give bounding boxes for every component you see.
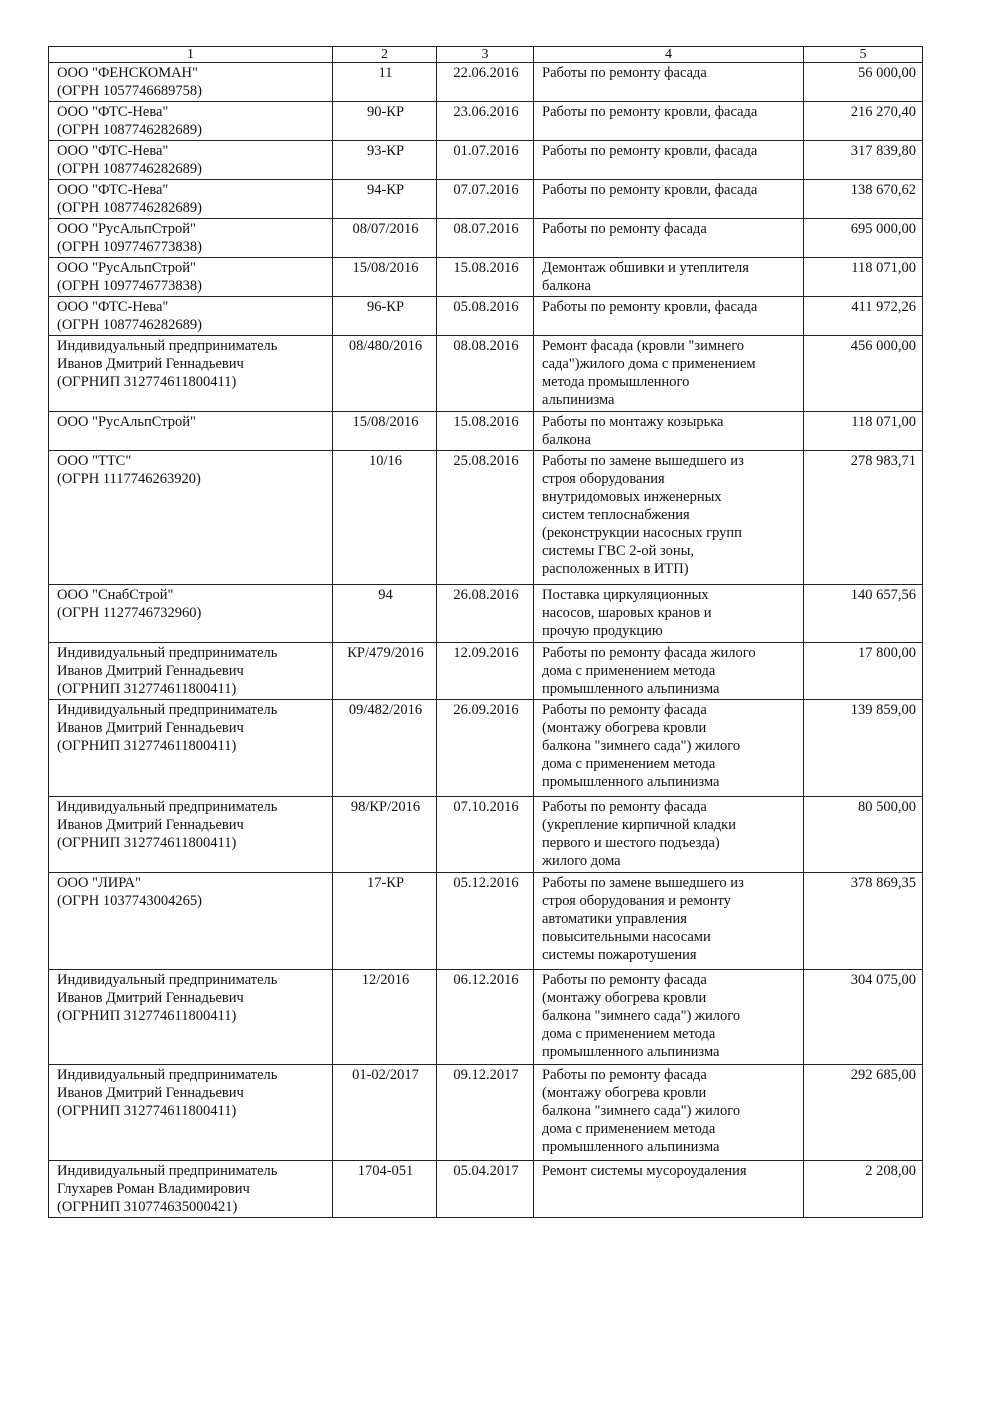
- contractor-line: Индивидуальный предприниматель: [57, 645, 278, 661]
- work-description-cell: [534, 258, 804, 297]
- contract-date-cell: 06.12.2016: [437, 970, 534, 1065]
- description-line: повысительными насосами: [542, 929, 711, 945]
- table-row: [49, 336, 923, 412]
- contract-number-cell: 94: [333, 585, 437, 643]
- description-line: дома с применением метода: [542, 1026, 716, 1042]
- description-line: (реконструкции насосных групп: [542, 525, 742, 541]
- work-description-cell: [534, 180, 804, 219]
- contractor-line: (ОГРНИП 312774611800411): [57, 738, 237, 754]
- work-description-cell: [534, 297, 804, 336]
- contractor-line: (ОГРНИП 312774611800411): [57, 1008, 237, 1024]
- contract-date-cell: 26.08.2016: [437, 585, 534, 643]
- contract-number-cell: 11: [333, 63, 437, 102]
- contractor-cell: [49, 102, 333, 141]
- contractor-line: Глухарев Роман Владимирович: [57, 1181, 250, 1197]
- contract-number-cell: 93-КР: [333, 141, 437, 180]
- description-line: Работы по ремонту фасада: [542, 221, 707, 237]
- contractor-cell: [49, 297, 333, 336]
- description-line: дома с применением метода: [542, 663, 716, 679]
- table-row: [49, 180, 923, 219]
- header-cell: 5: [804, 47, 923, 63]
- description-line: расположенных в ИТП): [542, 561, 689, 577]
- amount-cell: 118 071,00: [804, 412, 923, 451]
- contractor-line: (ОГРНИП 312774611800411): [57, 374, 237, 390]
- amount-cell: 317 839,80: [804, 141, 923, 180]
- contractor-line: ООО "ЛИРА": [57, 875, 141, 891]
- header-cell: 1: [49, 47, 333, 63]
- description-line: промышленного альпинизма: [542, 1044, 720, 1060]
- amount-cell: 292 685,00: [804, 1065, 923, 1161]
- contract-date-cell: 25.08.2016: [437, 451, 534, 585]
- contract-date-cell: 05.08.2016: [437, 297, 534, 336]
- table-row: [49, 585, 923, 643]
- description-line: строя оборудования: [542, 471, 665, 487]
- work-description-cell: [534, 102, 804, 141]
- contractor-cell: [49, 219, 333, 258]
- contractor-line: (ОГРНИП 312774611800411): [57, 835, 237, 851]
- contractor-line: ООО "ФТС-Нева": [57, 104, 169, 120]
- contractor-line: Индивидуальный предприниматель: [57, 799, 278, 815]
- description-line: Работы по ремонту фасада жилого: [542, 645, 756, 661]
- work-description-cell: [534, 873, 804, 970]
- contractor-line: ООО "ТТС": [57, 453, 132, 469]
- contractor-line: Индивидуальный предприниматель: [57, 338, 278, 354]
- table-row: [49, 970, 923, 1065]
- table-row: [49, 1065, 923, 1161]
- contractor-line: (ОГРН 1087746282689): [57, 122, 202, 138]
- contracts-table: [48, 46, 923, 1218]
- contractor-line: ООО "РусАльпСтрой": [57, 221, 196, 237]
- description-line: Работы по ремонту кровли, фасада: [542, 182, 758, 198]
- contractor-cell: [49, 63, 333, 102]
- contractor-cell: [49, 412, 333, 451]
- contractor-line: Иванов Дмитрий Геннадьевич: [57, 990, 244, 1006]
- table-row: [49, 412, 923, 451]
- contractor-line: (ОГРНИП 312774611800411): [57, 681, 237, 697]
- description-line: балкона: [542, 278, 591, 294]
- work-description-cell: [534, 63, 804, 102]
- contractor-line: (ОГРНИП 310774635000421): [57, 1199, 238, 1215]
- amount-cell: 17 800,00: [804, 643, 923, 700]
- description-line: сада")жилого дома с применением: [542, 356, 756, 372]
- contractor-line: Иванов Дмитрий Геннадьевич: [57, 356, 244, 372]
- work-description-cell: [534, 1161, 804, 1218]
- contractor-line: Иванов Дмитрий Геннадьевич: [57, 817, 244, 833]
- contract-number-cell: КР/479/2016: [333, 643, 437, 700]
- table-row: [49, 797, 923, 873]
- table-row: [49, 102, 923, 141]
- contract-date-cell: 23.06.2016: [437, 102, 534, 141]
- description-line: (монтажу обогрева кровли: [542, 1085, 707, 1101]
- contract-number-cell: 08/480/2016: [333, 336, 437, 412]
- contract-number-cell: 98/КР/2016: [333, 797, 437, 873]
- work-description-cell: [534, 797, 804, 873]
- header-cell: 3: [437, 47, 534, 63]
- contract-number-cell: 15/08/2016: [333, 258, 437, 297]
- header-cell: 4: [534, 47, 804, 63]
- description-line: автоматики управления: [542, 911, 687, 927]
- contract-number-cell: 08/07/2016: [333, 219, 437, 258]
- contractor-line: (ОГРНИП 312774611800411): [57, 1103, 237, 1119]
- amount-cell: 278 983,71: [804, 451, 923, 585]
- table-body: [49, 63, 923, 1218]
- description-line: промышленного альпинизма: [542, 774, 720, 790]
- contractor-line: (ОГРН 1117746263920): [57, 471, 201, 487]
- contract-date-cell: 15.08.2016: [437, 412, 534, 451]
- contractor-line: (ОГРН 1037743004265): [57, 893, 202, 909]
- contract-number-cell: 1704-051: [333, 1161, 437, 1218]
- table-row: [49, 297, 923, 336]
- contract-number-cell: 12/2016: [333, 970, 437, 1065]
- description-line: прочую продукцию: [542, 623, 663, 639]
- description-line: (укрепление кирпичной кладки: [542, 817, 736, 833]
- work-description-cell: [534, 970, 804, 1065]
- amount-cell: 695 000,00: [804, 219, 923, 258]
- amount-cell: 140 657,56: [804, 585, 923, 643]
- contractor-cell: [49, 700, 333, 797]
- contractor-cell: [49, 873, 333, 970]
- contract-date-cell: 22.06.2016: [437, 63, 534, 102]
- work-description-cell: [534, 219, 804, 258]
- contract-number-cell: 09/482/2016: [333, 700, 437, 797]
- work-description-cell: [534, 1065, 804, 1161]
- description-line: Ремонт фасада (кровли "зимнего: [542, 338, 745, 354]
- description-line: Работы по ремонту фасада: [542, 1067, 707, 1083]
- description-line: (монтажу обогрева кровли: [542, 720, 707, 736]
- description-line: Работы по монтажу козырька: [542, 414, 724, 430]
- contractor-line: ООО "СнабСтрой": [57, 587, 174, 603]
- description-line: (монтажу обогрева кровли: [542, 990, 707, 1006]
- description-line: балкона "зимнего сада") жилого: [542, 1103, 741, 1119]
- table-row: [49, 141, 923, 180]
- description-line: насосов, шаровых кранов и: [542, 605, 712, 621]
- description-line: Работы по ремонту фасада: [542, 65, 707, 81]
- description-line: Ремонт системы мусороудаления: [542, 1163, 747, 1179]
- contractor-cell: [49, 141, 333, 180]
- contractor-line: (ОГРН 1087746282689): [57, 161, 202, 177]
- contractor-line: Индивидуальный предприниматель: [57, 1067, 278, 1083]
- contract-date-cell: 05.04.2017: [437, 1161, 534, 1218]
- contractor-line: Иванов Дмитрий Геннадьевич: [57, 720, 244, 736]
- amount-cell: 56 000,00: [804, 63, 923, 102]
- description-line: системы ГВС 2-ой зоны,: [542, 543, 695, 559]
- work-description-cell: [534, 700, 804, 797]
- contract-date-cell: 15.08.2016: [437, 258, 534, 297]
- contractor-line: ООО "ФЕНСКОМАН": [57, 65, 198, 81]
- work-description-cell: [534, 451, 804, 585]
- description-line: первого и шестого подъезда): [542, 835, 720, 851]
- description-line: дома с применением метода: [542, 1121, 716, 1137]
- description-line: Работы по замене вышедшего из: [542, 453, 744, 469]
- contractor-cell: [49, 258, 333, 297]
- table-row: [49, 873, 923, 970]
- amount-cell: 216 270,40: [804, 102, 923, 141]
- table-row: [49, 63, 923, 102]
- contractor-cell: [49, 797, 333, 873]
- description-line: Работы по ремонту фасада: [542, 972, 707, 988]
- contractor-line: Индивидуальный предприниматель: [57, 1163, 278, 1179]
- description-line: метода промышленного: [542, 374, 690, 390]
- contract-date-cell: 05.12.2016: [437, 873, 534, 970]
- contractor-cell: [49, 1161, 333, 1218]
- description-line: системы пожаротушения: [542, 947, 697, 963]
- description-line: промышленного альпинизма: [542, 1139, 720, 1155]
- description-line: Работы по ремонту кровли, фасада: [542, 104, 758, 120]
- table-row: [49, 451, 923, 585]
- description-line: альпинизма: [542, 392, 615, 408]
- description-line: Работы по ремонту фасада: [542, 799, 707, 815]
- contract-number-cell: 15/08/2016: [333, 412, 437, 451]
- work-description-cell: [534, 643, 804, 700]
- contractor-line: Иванов Дмитрий Геннадьевич: [57, 1085, 244, 1101]
- description-line: балкона: [542, 432, 591, 448]
- contractor-cell: [49, 970, 333, 1065]
- contractor-line: ООО "РусАльпСтрой": [57, 260, 196, 276]
- contract-date-cell: 07.10.2016: [437, 797, 534, 873]
- contract-date-cell: 26.09.2016: [437, 700, 534, 797]
- contractor-line: ООО "ФТС-Нева": [57, 299, 169, 315]
- amount-cell: 411 972,26: [804, 297, 923, 336]
- contractor-cell: [49, 336, 333, 412]
- amount-cell: 456 000,00: [804, 336, 923, 412]
- contractor-line: ООО "ФТС-Нева": [57, 182, 169, 198]
- contractor-line: (ОГРН 1087746282689): [57, 200, 202, 216]
- contract-date-cell: 09.12.2017: [437, 1065, 534, 1161]
- contractor-line: Иванов Дмитрий Геннадьевич: [57, 663, 244, 679]
- contractor-cell: [49, 180, 333, 219]
- description-line: балкона "зимнего сада") жилого: [542, 738, 741, 754]
- amount-cell: 378 869,35: [804, 873, 923, 970]
- table-row: [49, 219, 923, 258]
- contractor-line: (ОГРН 1057746689758): [57, 83, 202, 99]
- contract-date-cell: 08.07.2016: [437, 219, 534, 258]
- contractor-line: (ОГРН 1087746282689): [57, 317, 202, 333]
- description-line: Работы по замене вышедшего из: [542, 875, 744, 891]
- contract-number-cell: 01-02/2017: [333, 1065, 437, 1161]
- contractor-line: Индивидуальный предприниматель: [57, 702, 278, 718]
- contract-number-cell: 90-КР: [333, 102, 437, 141]
- table-row: [49, 258, 923, 297]
- contractor-cell: [49, 451, 333, 585]
- contract-number-cell: 10/16: [333, 451, 437, 585]
- header-row: [49, 47, 923, 63]
- description-line: систем теплоснабжения: [542, 507, 690, 523]
- contract-number-cell: 96-КР: [333, 297, 437, 336]
- table-row: [49, 643, 923, 700]
- table-row: [49, 700, 923, 797]
- description-line: Демонтаж обшивки и утеплителя: [542, 260, 749, 276]
- description-line: Работы по ремонту кровли, фасада: [542, 299, 758, 315]
- contractor-line: ООО "РусАльпСтрой": [57, 414, 196, 430]
- amount-cell: 80 500,00: [804, 797, 923, 873]
- description-line: дома с применением метода: [542, 756, 716, 772]
- contractor-line: (ОГРН 1097746773838): [57, 239, 202, 255]
- contract-date-cell: 01.07.2016: [437, 141, 534, 180]
- contractor-cell: [49, 643, 333, 700]
- description-line: строя оборудования и ремонту: [542, 893, 731, 909]
- description-line: Поставка циркуляционных: [542, 587, 709, 603]
- amount-cell: 138 670,62: [804, 180, 923, 219]
- work-description-cell: [534, 412, 804, 451]
- contractor-line: Индивидуальный предприниматель: [57, 972, 278, 988]
- contract-date-cell: 08.08.2016: [437, 336, 534, 412]
- amount-cell: 304 075,00: [804, 970, 923, 1065]
- description-line: Работы по ремонту фасада: [542, 702, 707, 718]
- amount-cell: 118 071,00: [804, 258, 923, 297]
- description-line: Работы по ремонту кровли, фасада: [542, 143, 758, 159]
- work-description-cell: [534, 141, 804, 180]
- contractor-line: (ОГРН 1097746773838): [57, 278, 202, 294]
- contractor-cell: [49, 1065, 333, 1161]
- amount-cell: 139 859,00: [804, 700, 923, 797]
- description-line: внутридомовых инженерных: [542, 489, 722, 505]
- amount-cell: 2 208,00: [804, 1161, 923, 1218]
- work-description-cell: [534, 336, 804, 412]
- contract-date-cell: 12.09.2016: [437, 643, 534, 700]
- description-line: жилого дома: [542, 853, 621, 869]
- contractor-cell: [49, 585, 333, 643]
- contractor-line: (ОГРН 1127746732960): [57, 605, 202, 621]
- contract-number-cell: 17-КР: [333, 873, 437, 970]
- contractor-line: ООО "ФТС-Нева": [57, 143, 169, 159]
- header-cell: 2: [333, 47, 437, 63]
- contract-number-cell: 94-КР: [333, 180, 437, 219]
- description-line: промышленного альпинизма: [542, 681, 720, 697]
- table-row: [49, 1161, 923, 1218]
- description-line: балкона "зимнего сада") жилого: [542, 1008, 741, 1024]
- work-description-cell: [534, 585, 804, 643]
- contract-date-cell: 07.07.2016: [437, 180, 534, 219]
